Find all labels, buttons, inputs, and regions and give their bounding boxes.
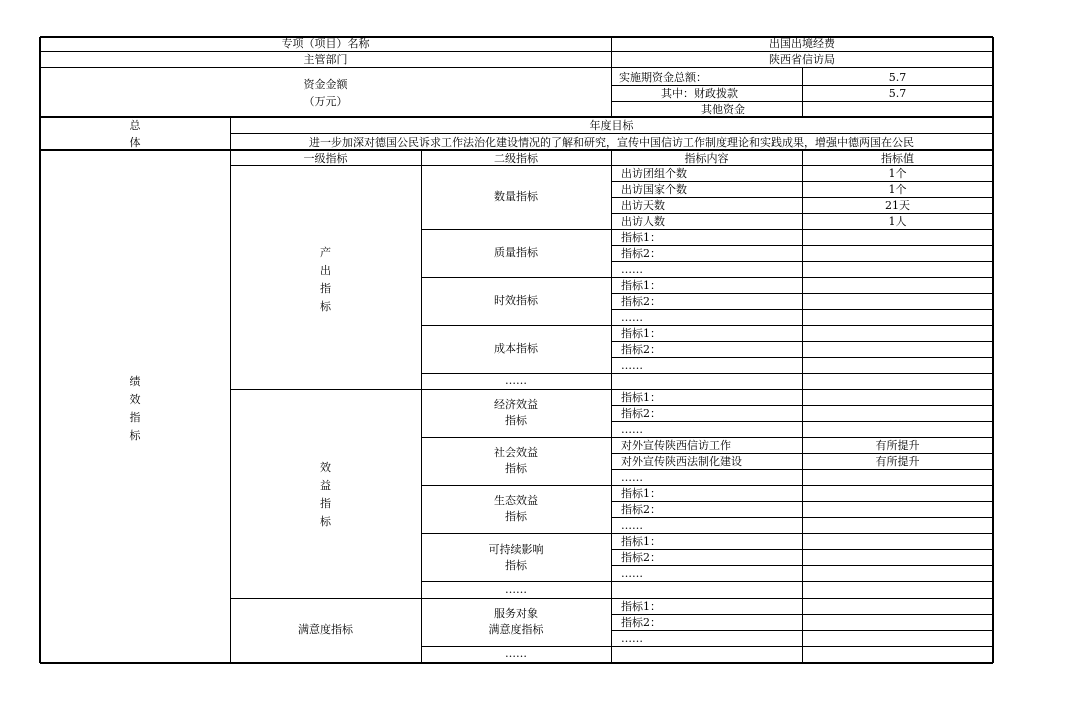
performance-indicator-label-char: 指 — [129, 411, 141, 424]
quantity-indicator: 数量指标 — [494, 190, 538, 203]
row-line — [611, 565, 993, 566]
cost-indicator: 成本指标 — [494, 342, 538, 355]
total-fund-label: 实施期资金总额： — [619, 71, 707, 84]
group-line — [421, 485, 993, 486]
quality-row: 指标2： — [621, 247, 661, 260]
row-line — [611, 549, 993, 550]
col-header-level2: 二级指标 — [494, 152, 538, 165]
service-satisfaction-indicator-line2: 满意度指标 — [488, 623, 544, 636]
indicator-content: 出访国家个数 — [621, 183, 687, 196]
row-line — [611, 630, 993, 631]
project-name-value: 出国出境经费 — [769, 37, 835, 50]
col-header-level1: 一级指标 — [303, 152, 348, 165]
row-line — [611, 341, 993, 342]
divider-col-a — [230, 117, 231, 663]
benefit-indicator-label — [319, 459, 333, 531]
social-indicator-line1: 社会效益 — [494, 446, 538, 459]
timeliness-row: 指标2： — [621, 295, 661, 308]
row-line — [611, 405, 993, 406]
benefit-indicator-label-char: 益 — [320, 479, 331, 492]
benefit-indicator-label-char: 指 — [320, 497, 331, 510]
timeliness-row: …… — [621, 311, 643, 324]
sustainable-row: …… — [621, 567, 643, 580]
sustainable-row: 指标2： — [621, 551, 661, 564]
row-line — [611, 309, 993, 310]
row-line — [611, 213, 993, 214]
output-indicator-label-char: 产 — [320, 246, 331, 259]
fiscal-fund-value: 5.7 — [888, 87, 907, 100]
indicator-value: 1个 — [888, 167, 907, 180]
group-line — [421, 437, 993, 438]
row-line — [40, 67, 993, 68]
timeliness-indicator: 时效指标 — [494, 294, 538, 307]
quality-row: 指标1： — [621, 231, 661, 244]
group-line — [421, 229, 993, 230]
ecological-row: …… — [621, 519, 643, 532]
quality-indicator: 质量指标 — [494, 246, 538, 259]
row-line — [611, 245, 993, 246]
row-line — [611, 614, 993, 615]
indicator-value: 21天 — [885, 199, 910, 212]
project-name-label: 专项（项目）名称 — [281, 37, 370, 50]
cost-row: …… — [621, 359, 643, 372]
row-line — [611, 261, 993, 262]
benefit-indicator-label-char: 效 — [320, 461, 331, 474]
ecological-indicator-line2: 指标 — [505, 510, 527, 523]
sustainable-indicator-line1: 可持续影响 — [488, 543, 544, 556]
sustainable-indicator-line2: 指标 — [505, 559, 527, 572]
row-line — [611, 501, 993, 502]
ecological-indicator-line1: 生态效益 — [494, 494, 538, 507]
dept-label: 主管部门 — [303, 53, 348, 66]
annual-goal-text: 进一步加深对德国公民诉求工作法治化建设情况的了解和研究，宣传中国信访工作制度理论和实践成果，增强中德两国在公民 — [309, 136, 914, 149]
economic-row: 指标2： — [621, 407, 661, 420]
row-line — [40, 116, 993, 118]
timeliness-row: 指标1： — [621, 279, 661, 292]
service-row: 指标1： — [621, 600, 661, 613]
other-fund-label: 其他资金 — [701, 103, 745, 116]
dept-value: 陕西省信访局 — [769, 53, 835, 66]
social-value: 有所提升 — [875, 439, 920, 452]
overall-label: 体 — [129, 136, 141, 149]
col-header-value: 指标值 — [881, 152, 914, 165]
col-header-content: 指标内容 — [684, 152, 729, 165]
total-fund-value: 5.7 — [888, 71, 907, 84]
output-indicator-label-char: 出 — [320, 264, 331, 277]
divider-header — [611, 37, 612, 117]
row-line — [611, 357, 993, 358]
row-line — [40, 149, 993, 151]
annual-goal-label: 年度目标 — [589, 119, 634, 132]
indicator-content: 出访团组个数 — [621, 167, 687, 180]
row-line — [40, 51, 993, 52]
group-line — [230, 389, 993, 390]
economic-indicator-line1: 经济效益 — [494, 398, 538, 411]
output-indicator-label-char: 标 — [320, 300, 331, 313]
social-content: 对外宣传陕西法制化建设 — [621, 455, 742, 468]
cost-row: 指标1： — [621, 327, 661, 340]
group-line — [421, 277, 993, 278]
group-line — [421, 325, 993, 326]
overall-label: 总 — [129, 119, 141, 132]
row-line — [611, 421, 993, 422]
satisfaction-more: …… — [505, 647, 527, 660]
row-line — [611, 517, 993, 518]
benefit-more: …… — [505, 583, 527, 596]
row-line — [611, 197, 993, 198]
output-indicator-label — [319, 244, 333, 316]
benefit-indicator-label-char: 标 — [320, 515, 331, 528]
economic-row: …… — [621, 423, 643, 436]
table-right-border — [992, 37, 994, 663]
performance-indicator-label-char: 效 — [129, 393, 141, 406]
row-line — [611, 453, 993, 454]
fiscal-fund-label: 其中：财政拨款 — [661, 87, 738, 100]
fund-unit-label: （万元） — [303, 95, 348, 108]
indicator-content: 出访天数 — [621, 199, 665, 212]
sustainable-row: 指标1： — [621, 535, 661, 548]
social-content: …… — [621, 471, 643, 484]
indicator-value: 1人 — [888, 215, 907, 228]
ecological-row: 指标2： — [621, 503, 661, 516]
divider-header-amount — [802, 67, 803, 117]
social-indicator-line2: 指标 — [505, 462, 527, 475]
satisfaction-indicator-label: 满意度指标 — [298, 623, 353, 636]
economic-row: 指标1： — [621, 391, 661, 404]
social-value: 有所提升 — [875, 455, 920, 468]
group-line — [421, 581, 993, 582]
row-line — [611, 469, 993, 470]
output-more: …… — [505, 374, 527, 387]
quality-row: …… — [621, 263, 643, 276]
performance-indicator-label — [128, 373, 142, 445]
service-row: …… — [621, 632, 643, 645]
service-satisfaction-indicator-line1: 服务对象 — [494, 607, 538, 620]
ecological-row: 指标1： — [621, 487, 661, 500]
row-line — [230, 133, 993, 134]
group-line — [421, 533, 993, 534]
indicator-value: 1个 — [888, 183, 907, 196]
service-row: 指标2： — [621, 616, 661, 629]
indicator-content: 出访人数 — [621, 215, 665, 228]
performance-indicator-label-char: 绩 — [129, 375, 141, 388]
row-line — [611, 181, 993, 182]
row-line — [611, 293, 993, 294]
fund-amount-label: 资金金额 — [303, 78, 348, 91]
social-content: 对外宣传陕西信访工作 — [621, 439, 731, 452]
group-line — [230, 598, 993, 599]
table-left-border — [39, 37, 41, 663]
performance-indicator-label-char: 标 — [129, 429, 141, 442]
economic-indicator-line2: 指标 — [505, 414, 527, 427]
cost-row: 指标2： — [621, 343, 661, 356]
output-indicator-label-char: 指 — [320, 282, 331, 295]
table-bottom-border — [40, 662, 993, 664]
